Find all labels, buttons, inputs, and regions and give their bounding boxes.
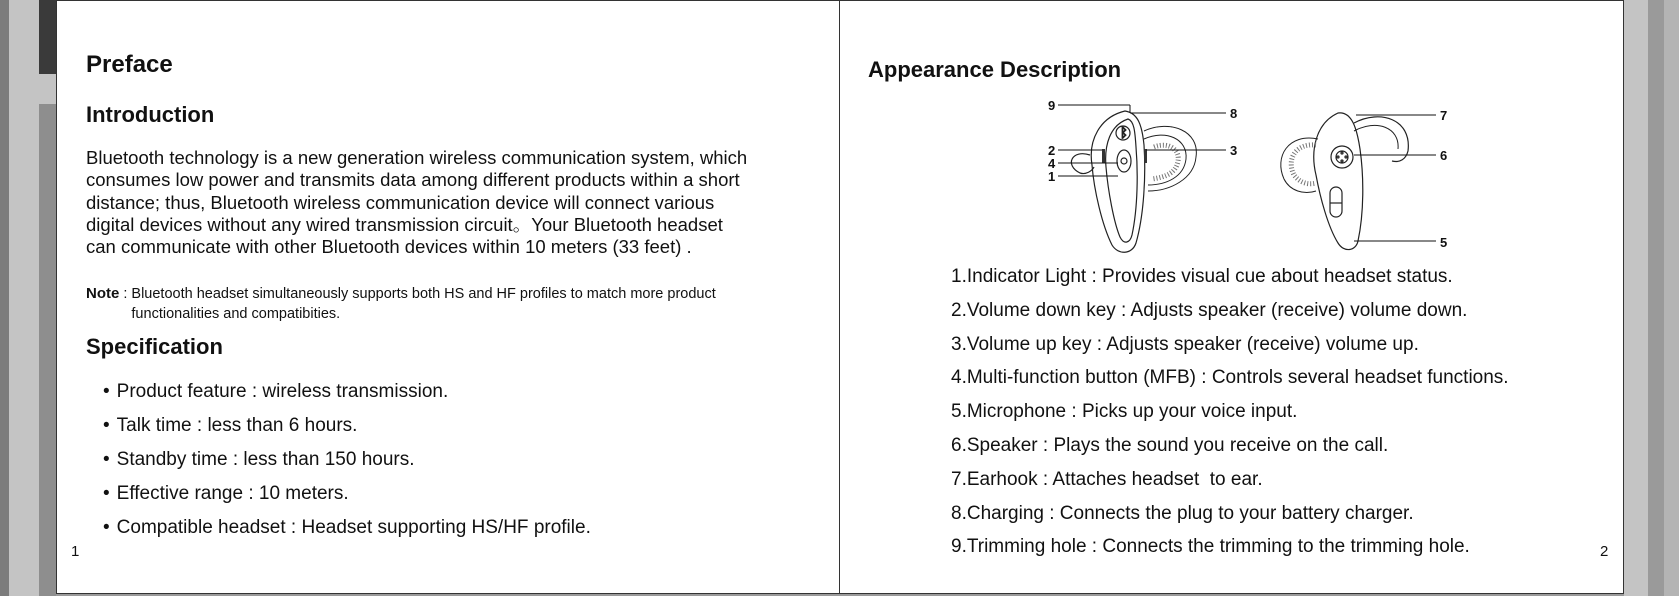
specification-heading: Specification [86, 334, 223, 359]
diagram-label: 9 [1048, 98, 1056, 113]
spec-item: • Product feature : wireless transmission. [103, 375, 591, 409]
appearance-item: 7.Earhook : Attaches headset to ear. [951, 468, 1263, 490]
back-leader-lines [1354, 115, 1436, 241]
note-block: Note : Bluetooth headset simultaneously supports both HS and HF profiles to match more product functionalities and compatibities. [86, 284, 826, 324]
diagram-label: 6 [1440, 148, 1448, 163]
scan-edge-left-block [39, 0, 56, 74]
intro-line: consumes low power and transmits data among different products within a short [86, 169, 740, 191]
appearance-item: 8.Charging : Connects the plug to your battery charger. [951, 502, 1414, 524]
left-page [56, 0, 840, 594]
spec-item: • Compatible headset : Headset supporting HS/HF profile. [103, 511, 591, 545]
appearance-item: 4.Multi-function button (MFB) : Controls several headset functions. [951, 367, 1509, 389]
headset-back-illustration [1281, 113, 1409, 250]
intro-line: can communicate with other Bluetooth devices within 10 meters (33 feet) . [86, 236, 692, 258]
scan-edge-left-light [9, 0, 39, 596]
introduction-heading: Introduction [86, 102, 215, 127]
spec-item: • Talk time : less than 6 hours. [103, 409, 591, 443]
appearance-item: 1.Indicator Light : Provides visual cue about headset status. [951, 266, 1453, 287]
diagram-label: 3 [1230, 143, 1238, 158]
appearance-heading: Appearance Description [868, 57, 1122, 82]
appearance-item: 2.Volume down key : Adjusts speaker (receive) volume down. [951, 299, 1468, 321]
spec-item: • Standby time : less than 150 hours. [103, 443, 591, 477]
scan-edge-left [0, 0, 9, 596]
note-label: Note [86, 285, 120, 302]
scan-edge-right-light [1624, 0, 1648, 596]
front-leader-lines [1058, 105, 1226, 176]
note-line: Bluetooth headset simultaneously supports both HS and HF profiles to match more product [131, 286, 716, 302]
note-text [131, 284, 781, 324]
appearance-item: 3.Volume up key : Adjusts speaker (receive) volume up. [951, 333, 1419, 355]
introduction-paragraph [86, 147, 826, 258]
svg-text:ᛒ: ᛒ [1120, 125, 1128, 140]
diagram-label: 4 [1048, 156, 1056, 171]
diagram-label: 1 [1048, 169, 1056, 184]
page-number: 1 [71, 543, 80, 560]
intro-line: digital devices without any wired transmission circuit。Your Bluetooth headset [86, 213, 723, 235]
intro-line: Bluetooth technology is a new generation wireless communication system, which [86, 147, 748, 168]
scan-edge-right-inner [1664, 0, 1679, 596]
intro-line: distance; thus, Bluetooth wireless communication device will connect various [86, 191, 715, 213]
specification-list [103, 375, 591, 545]
appearance-item: 9.Trimming hole : Connects the trimming to the trimming hole. [951, 536, 1470, 558]
preface-title: Preface [86, 51, 173, 78]
spec-item: • Effective range : 10 meters. [103, 477, 591, 511]
diagram-label: 7 [1440, 108, 1448, 123]
appearance-list [951, 260, 1509, 564]
note-line: functionalities and compatibities. [131, 306, 341, 322]
page-number: 2 [1600, 543, 1609, 560]
scan-edge-left-gap [39, 74, 56, 104]
diagram-label: 2 [1048, 143, 1056, 158]
headset-diagram [1020, 95, 1580, 265]
diagram-label: 8 [1230, 106, 1238, 121]
diagram-label: 5 [1440, 235, 1448, 250]
appearance-item: 6.Speaker : Plays the sound you receive on the call. [951, 434, 1389, 456]
right-page [839, 0, 1624, 594]
headset-front-illustration [1071, 111, 1196, 252]
appearance-item: 5.Microphone : Picks up your voice input. [951, 401, 1298, 423]
